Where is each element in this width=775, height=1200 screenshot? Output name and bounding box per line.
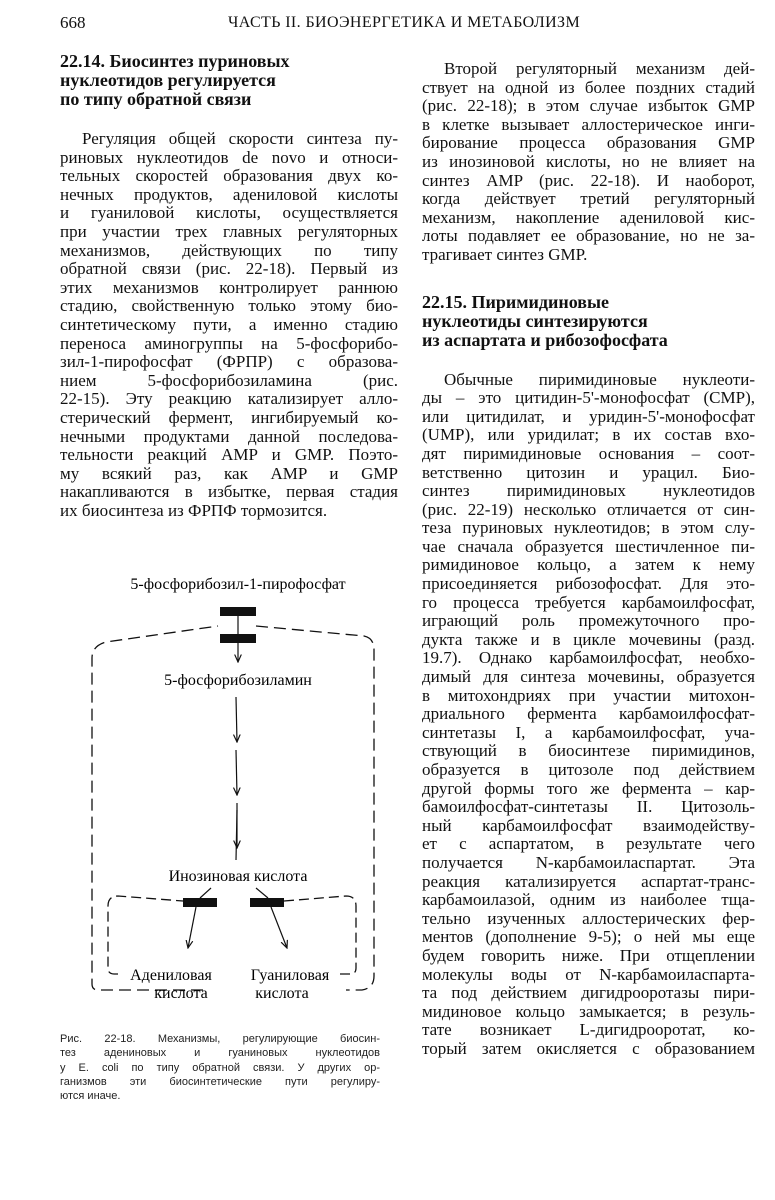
- text-line: получается N-карбамоиласпартат. Эта: [422, 853, 755, 872]
- text-line: стерический фермент, ингибируемый ко-: [60, 408, 398, 427]
- product-guanylic-line1: Гуаниловая: [250, 967, 330, 984]
- product-adenylic-line1: Адениловая: [130, 967, 212, 984]
- text-line: Обычные пиримидиновые нуклеоти-: [444, 370, 755, 389]
- text-line: (UMP), или уридилат; в их состав вхо-: [422, 426, 755, 445]
- left-column: [60, 52, 398, 520]
- heading-line: по типу обратной связи: [60, 90, 252, 109]
- text-line: му всякий раз, как AMP и GMP: [60, 464, 398, 483]
- text-line: трагивает синтез GMP.: [422, 245, 588, 264]
- text-line: 19.7). Однако карбамоилфосфат, необхо-: [422, 649, 755, 668]
- product-guanylic-line2: кислота: [255, 985, 309, 1002]
- text-line: риновых нуклеотидов de novo и относи-: [60, 148, 398, 167]
- text-line: в клетке вызывает аллостерическое инги-: [422, 115, 755, 134]
- feedback-loop-inner-left: [108, 896, 183, 974]
- heading-line: 22.15. Пиримидиновые: [422, 292, 610, 312]
- text-line: из инозиновой кислоты, но не влияет на: [422, 152, 755, 171]
- caption-line: Рис. 22-18. Механизмы, регулирующие биосин-: [60, 1033, 380, 1045]
- text-line: реакция катализируется аспартат-транс-: [422, 872, 755, 891]
- heading-line: нуклеотидов регулируется: [60, 71, 276, 90]
- text-line: дукта также и в цикле мочевины (разд.: [422, 630, 755, 649]
- text-line: лоты подавляет ее образование, но не за-: [422, 227, 755, 246]
- text-line: ветственно цитозин и урацил. Био-: [422, 463, 755, 482]
- text-line: го процесса требуется карбамоилфосфат,: [422, 593, 755, 612]
- text-line: синтез пиримидиновых нуклеотидов: [422, 482, 755, 501]
- text-line: ствующий в биосинтезе пиримидинов,: [422, 742, 755, 761]
- text-line: в митохондриях при участии митохон-: [422, 686, 755, 705]
- heading-line: из аспартата и рибозофосфата: [422, 330, 668, 350]
- heading-line: 22.14. Биосинтез пуриновых: [60, 52, 290, 71]
- text-line: ды – это цитидин-5'-монофосфат (CMP),: [422, 389, 755, 408]
- text-line: синтетическому пути, а именно стадию: [60, 315, 398, 334]
- text-line: (рис. 22-19) несколько отличается от син-: [422, 500, 755, 519]
- running-header: ЧАСТЬ II. БИОЭНЕРГЕТИКА И МЕТАБОЛИЗМ: [228, 14, 581, 31]
- caption-line: ются иначе.: [60, 1090, 121, 1103]
- text-line: торый затем окисляется с образованием: [422, 1039, 755, 1058]
- text-line: зил-1-пирофосфат (ФРПР) с образова-: [60, 353, 398, 372]
- text-line: ный карбамоилфосфат взаимодейству-: [422, 816, 755, 835]
- text-line: будем говорить ниже. При отщеплении: [422, 946, 755, 965]
- text-line: ет с аспартатом, в результате чего: [422, 835, 755, 854]
- text-line: чае сначала образуется шестичленное пи-: [422, 537, 755, 556]
- caption-line: у E. coli по типу обратной связи. У других ор-: [60, 1061, 380, 1074]
- text-line: римидиновое кольцо, а затем к нему: [422, 556, 755, 575]
- text-line: механизм, накопление адениловой кис-: [422, 208, 755, 227]
- text-line: Регуляция общей скорости синтеза пу-: [82, 130, 398, 148]
- text-line: димый для синтеза мочевины, образуется: [422, 668, 755, 687]
- text-line: (рис. 22-18); в этом случае избыток GMP: [422, 97, 755, 116]
- inhibition-bar: [250, 898, 284, 907]
- text-line: дят пиримидиновые основания – соот-: [422, 444, 755, 463]
- text-line: теза пуриновых нуклеотидов; в этом слу-: [422, 519, 755, 538]
- text-line: бирование процесса образования GMP: [422, 134, 755, 153]
- text-line: мидиновое кольцо замыкается; в резуль-: [422, 1002, 755, 1021]
- text-line: накапливаются в избытке, первая стадия: [60, 483, 398, 502]
- figure-inosine-label: Инозиновая кислота: [168, 868, 308, 885]
- text-line: дриального фермента карбамоилфосфат-: [422, 705, 755, 724]
- text-line: при участии трех главных регуляторных: [60, 222, 398, 241]
- text-line: та под действием дигидрооротазы пири-: [422, 984, 755, 1003]
- inhibition-bar: [220, 634, 256, 643]
- text-line: ментов (дополнение 9-5); о ней мы еще: [422, 928, 755, 947]
- text-line: тельности реакций AMP и GMP. Поэто-: [60, 446, 398, 465]
- feedback-loop-inner-right: [284, 896, 356, 974]
- figure-caption: [60, 1032, 380, 1103]
- text-line: механизмов, действующих по типу: [60, 241, 398, 260]
- text-line: бамоилфосфат-синтетазы II. Цитозоль-: [422, 798, 755, 817]
- text-line: образуется в цитозоле под действием: [422, 761, 755, 779]
- text-line: другой формы того же фермента – кар-: [422, 779, 755, 798]
- right-column: [422, 60, 755, 1059]
- text-line: тельных скоростей образования двух ко-: [60, 167, 398, 186]
- text-line: обратной связи (рис. 22-18). Первый из: [60, 260, 398, 279]
- product-adenylic-line2: кислота: [154, 985, 208, 1002]
- text-line: 22-15). Эту реакцию катализирует алло-: [60, 390, 398, 409]
- text-line: стадию, свойственную только этому био-: [60, 297, 398, 316]
- text-line: нечными продуктами данной последова-: [60, 427, 398, 446]
- section-22-14-heading: [60, 52, 398, 109]
- text-line: и гуаниловой кислоты, осуществляется: [60, 204, 398, 223]
- text-line: играющий роль промежуточного про-: [422, 612, 755, 631]
- text-line: синтетазы I, а карбамоилфосфат, уча-: [422, 723, 755, 742]
- text-line: нием 5-фосфорибозиламина (рис.: [60, 371, 398, 390]
- text-line: молекулы воды от N-карбамоиласпарта-: [422, 965, 755, 984]
- text-line: карбамоилазой, одним из наиболее тща-: [422, 891, 755, 910]
- text-line: переноса аминогруппы на 5-фосфорибо-: [60, 334, 398, 353]
- section-22-14-paragraph: [60, 130, 398, 520]
- text-line: присоединяется рибозофосфат. Для это-: [422, 575, 755, 594]
- text-line: ствует на одной из более поздних стадий: [422, 78, 755, 97]
- section-22-14-continuation: [422, 60, 755, 265]
- text-line: синтез AMP (рис. 22-18). И наоборот,: [422, 171, 755, 190]
- caption-line: тез адениновых и гуаниновых нуклеотидов: [60, 1047, 380, 1060]
- text-line: тате возникает L-дигидрооротат, ко-: [422, 1021, 755, 1040]
- caption-line: ганизмов эти биосинтетические пути регулиру-: [60, 1075, 380, 1088]
- text-line: их биосинтеза из ФРПФ тормозится.: [60, 501, 328, 520]
- text-line: или цитидилат, и уридин-5'-монофосфат: [422, 407, 755, 426]
- heading-line: нуклеотиды синтезируются: [422, 311, 648, 331]
- section-22-15-paragraph: [422, 371, 755, 1059]
- text-line: нечных продуктов, адениловой кислоты: [60, 185, 398, 204]
- text-line: Второй регуляторный механизм дей-: [444, 60, 755, 78]
- figure-top-label: 5-фосфорибозил-1-пирофосфат: [130, 576, 346, 593]
- inhibition-bar: [183, 898, 217, 907]
- section-22-15-heading: [422, 293, 755, 350]
- text-line: этих механизмов контролирует раннюю: [60, 278, 398, 297]
- inhibition-bar: [220, 607, 256, 616]
- figure-22-18: [78, 570, 408, 1010]
- page-number: 668: [60, 13, 86, 32]
- text-line: когда действует третий регуляторный: [422, 190, 755, 209]
- figure-mid-label: 5-фосфорибозиламин: [164, 672, 312, 689]
- text-line: тельно изученных аллостерических фер-: [422, 909, 755, 928]
